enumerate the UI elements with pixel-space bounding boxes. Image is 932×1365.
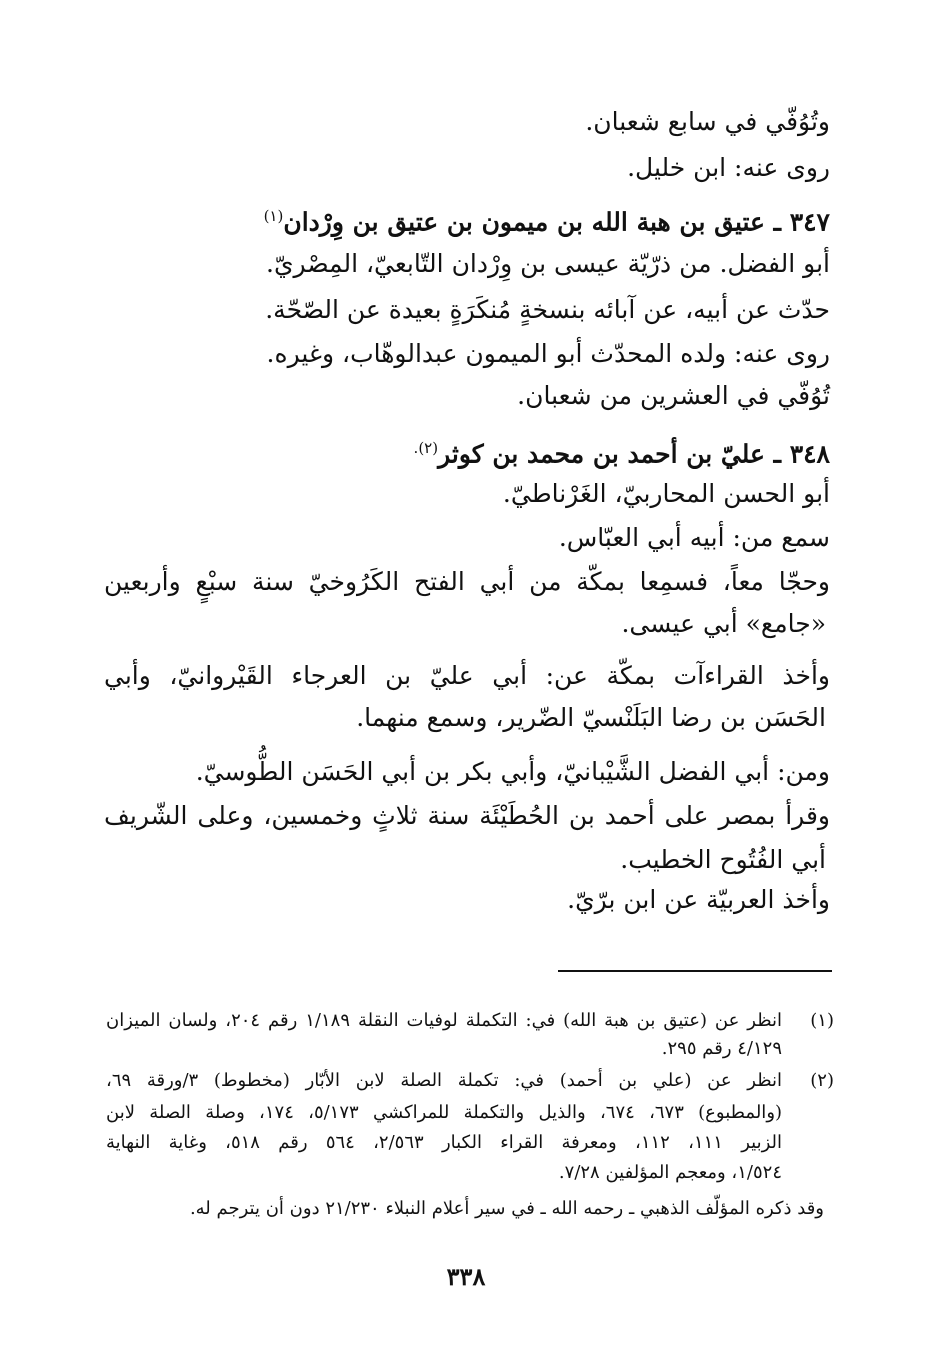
page-number: ٣٣٨ <box>446 1262 486 1291</box>
text-line: الحَسَن بن رضا البَلَنْسيّ الضّرير، وسمع منهما. <box>356 703 826 732</box>
footnote-separator <box>558 970 832 972</box>
text-line: ومن: أبي الفضل الشَّيْبانيّ، وأبي بكر بن أبي الحَسَن الطُّوسيّ. <box>195 757 830 786</box>
footnote-line: وقد ذكره المؤلّف الذهبي ـ رحمه الله ـ في سير أعلام النبلاء ٢١/٢٣٠ دون أن يترجم له. <box>189 1198 824 1219</box>
text-line: «جامع» أبي عيسى. <box>621 609 826 638</box>
text-line: روى عنه: ابن خليل. <box>627 153 830 182</box>
entry-347-heading <box>264 200 830 238</box>
text-line: روى عنه: ولده المحدّث أبو الميمون عبدالوهّاب، وغيره. <box>266 339 830 368</box>
footnote-line: ٤/١٢٩ رقم ٢٩٥. <box>661 1038 782 1059</box>
entry-title: ٣٤٨ ـ عليّ بن أحمد بن محمد بن كوثر <box>438 439 830 469</box>
text-line: وتُوُفّي في سابع شعبان. <box>585 107 830 136</box>
text-line: وقرأ بمصر على أحمد بن الحُطَيْئَة سنة ثلاثٍ وخمسين، وعلى الشّريف <box>104 801 830 830</box>
footnote-line: انظر عن (علي بن أحمد) في: تكملة الصلة لابن الأبّار (مخطوط) ٣/ورقة ٦٩، <box>106 1070 782 1091</box>
footnote-line: (والمطبوع) ٦٧٣، ٦٧٤، والذيل والتكملة للمراكشي ٥/١٧٣، ١٧٤، وصلة الصلة لابن <box>106 1102 783 1123</box>
text-line: أبي الفُتُوح الخطيب. <box>620 845 826 874</box>
text-line: تُوُفّي في العشرين من شعبان. <box>517 381 830 410</box>
footnote-line: ١/٥٢٤، ومعجم المؤلفين ٧/٢٨. <box>558 1162 782 1183</box>
text-line: وأخذ القراءآت بمكّة عن: أبي عليّ بن العرجاء القَيْروانيّ، وأبي <box>104 661 830 690</box>
text-line: أبو الفضل. من ذرّيّة عيسى بن وِرْدان التّابعيّ، المِصْريّ. <box>266 249 830 278</box>
footnote-ref-2: (٢). <box>413 439 439 457</box>
entry-348-heading <box>414 432 830 470</box>
footnote-ref-1: (١) <box>263 207 284 225</box>
text-line: سمع من: أبيه أبي العبّاس. <box>558 523 830 552</box>
footnote-line: انظر عن (عتيق بن هبة الله) في: التكملة لوفيات النقلة ١/١٨٩ رقم ٢٠٤، ولسان الميزان <box>106 1010 782 1031</box>
footnote-number: (١) <box>810 1010 834 1031</box>
text-line: حدّث عن أبيه، عن آبائه بنسخةٍ مُنكَرَةٍ بعيدة عن الصّحّة. <box>265 295 830 324</box>
text-line: وأخذ العربيّة عن ابن برّيّ. <box>567 885 830 914</box>
entry-title: ٣٤٧ ـ عتيق بن هبة الله بن ميمون بن عتيق بن وِرْدان <box>283 207 830 237</box>
text-line: وحجّا معاً، فسمِعا بمكّة من أبي الفتح الكَرُوخيّ سنة سبْعٍ وأربعين <box>104 567 830 596</box>
footnote-line: الزبير ١١١، ١١٢، ومعرفة القراء الكبار ٢/٥٦٣، ٥٦٤ رقم ٥١٨، وغاية النهاية <box>106 1132 783 1153</box>
text-line: أبو الحسن المحاربيّ، الغَرْناطيّ. <box>502 479 830 508</box>
footnote-number: (٢) <box>810 1070 834 1091</box>
